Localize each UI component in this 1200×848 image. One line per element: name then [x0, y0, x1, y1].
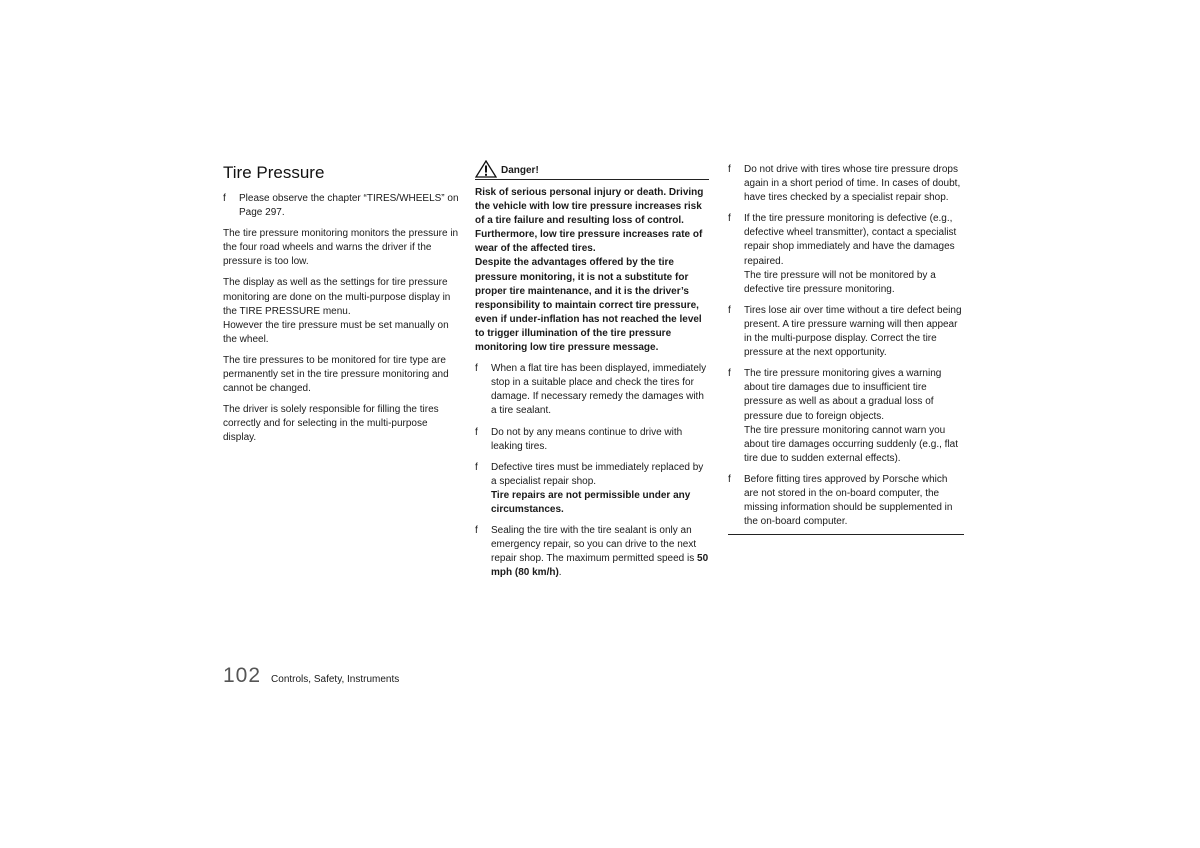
bullet-text: The tire pressure monitoring gives a warning about tire damages due to insufficient tire pressure as well as about a gradual loss of pressure due to foreign objects. — [744, 368, 942, 422]
danger-text: Risk of serious personal injury or death. Driving the vehicle with low tire pressure increases risk of a tire failure and resulting loss of control. Furthermore, low tire pressure increases rate of wear of the affected tires. — [475, 187, 704, 255]
bullet-item — [475, 461, 709, 517]
bullet-marker: f — [728, 164, 731, 175]
bullet-text: Tires lose air over time without a tire defect being present. A tire pressure warning will then appear in the multi-purpose display. Correct the tire pressure at the next opportunity. — [744, 304, 962, 359]
bullet-text: Do not by any means continue to drive with leaking tires. — [491, 426, 683, 452]
bullet-item — [728, 473, 964, 529]
bullet-marker: f — [728, 368, 731, 380]
bullet-item — [728, 367, 964, 466]
paragraph: The tire pressures to be monitored for tire type are permanently set in the tire pressure monitoring and cannot be changed. — [223, 354, 449, 395]
bullet-item — [475, 426, 709, 454]
bullet-text: Before fitting tires approved by Porsche which are not stored in the on-board computer, the missing information should be supplemented in the on-board computer. — [744, 473, 953, 528]
danger-header — [475, 160, 709, 180]
bullet-item — [223, 192, 461, 220]
bullet-text: Sealing the tire with the tire sealant is only an emergency repair, so you can drive to the next repair shop. The maximum permitted speed is — [491, 525, 697, 565]
bullet-item — [475, 524, 709, 580]
bullet-item — [728, 163, 964, 205]
danger-label: Danger! — [501, 165, 539, 176]
bullet-text: If the tire pressure monitoring is defective (e.g., defective wheel transmitter), contact a specialist repair shop immediately and have the damages repaired. — [744, 213, 957, 267]
paragraph — [223, 276, 461, 346]
bullet-marker: f — [475, 363, 478, 375]
page-number: 102 — [223, 664, 262, 687]
paragraph: The tire pressure monitoring monitors the pressure in the four road wheels and warns the driver if the pressure is too low. — [223, 228, 459, 268]
column-3 — [728, 163, 964, 535]
paragraph: The driver is solely responsible for filling the tires correctly and for selecting in the multi-purpose display. — [223, 404, 439, 444]
bullet-item — [728, 212, 964, 297]
page-footer — [223, 664, 399, 688]
bullet-marker: f — [728, 473, 731, 485]
paragraph-text: The display as well as the settings for tire pressure monitoring are done on the multi-purpose display in the TIRE PRESSURE menu. — [223, 277, 451, 317]
danger-body — [475, 186, 709, 355]
column-1 — [223, 163, 461, 453]
bullet-marker: f — [475, 461, 478, 473]
bullet-text: Defective tires must be immediately replaced by a specialist repair shop. — [491, 461, 704, 487]
bullet-item — [475, 362, 709, 418]
bullet-marker: f — [728, 304, 731, 316]
warning-triangle-icon — [475, 160, 497, 178]
bullet-marker: f — [728, 213, 731, 225]
page-title: Tire Pressure — [223, 163, 325, 182]
bullet-text: The tire pressure monitoring cannot warn you about tire damages occurring suddenly (e.g., flat tire due to sudden external effects). — [744, 424, 959, 464]
danger-text: Despite the advantages offered by the tire pressure monitoring, it is not a substitute for proper tire maintenance, and it is the driver’s responsibility to maintain correct tire pressure, even if under-inflation has not reached the level to trigger illumination of the tire pressure monitoring low tire pressure message. — [475, 257, 702, 354]
bullet-text: Please observe the chapter “TIRES/WHEELS” on Page 297. — [239, 193, 459, 219]
bullet-marker: f — [223, 193, 226, 204]
bullet-marker: f — [475, 426, 478, 438]
bullet-text-end: . — [558, 567, 562, 579]
bullet-text: Do not drive with tires whose tire pressure drops again in a short period of time. In cases of doubt, have tires checked by a specialist repair shop. — [744, 164, 961, 204]
section-end-rule — [728, 534, 964, 535]
bullet-text: The tire pressure will not be monitored by a defective tire pressure monitoring. — [744, 269, 936, 295]
bullet-bold-text: Tire repairs are not permissible under any circumstances. — [491, 489, 691, 515]
column-2 — [475, 160, 709, 587]
speed-limit: 50 mph (80 km/h) — [491, 553, 709, 579]
bullet-marker: f — [475, 525, 478, 537]
section-title: Controls, Safety, Instruments — [271, 674, 400, 685]
bullet-item — [728, 304, 964, 360]
bullet-text: When a flat tire has been displayed, immediately stop in a suitable place and check the tires for damage. If necessary remedy the damages with a tire sealant. — [491, 363, 707, 417]
paragraph-text: However the tire pressure must be set manually on the wheel. — [223, 319, 449, 345]
